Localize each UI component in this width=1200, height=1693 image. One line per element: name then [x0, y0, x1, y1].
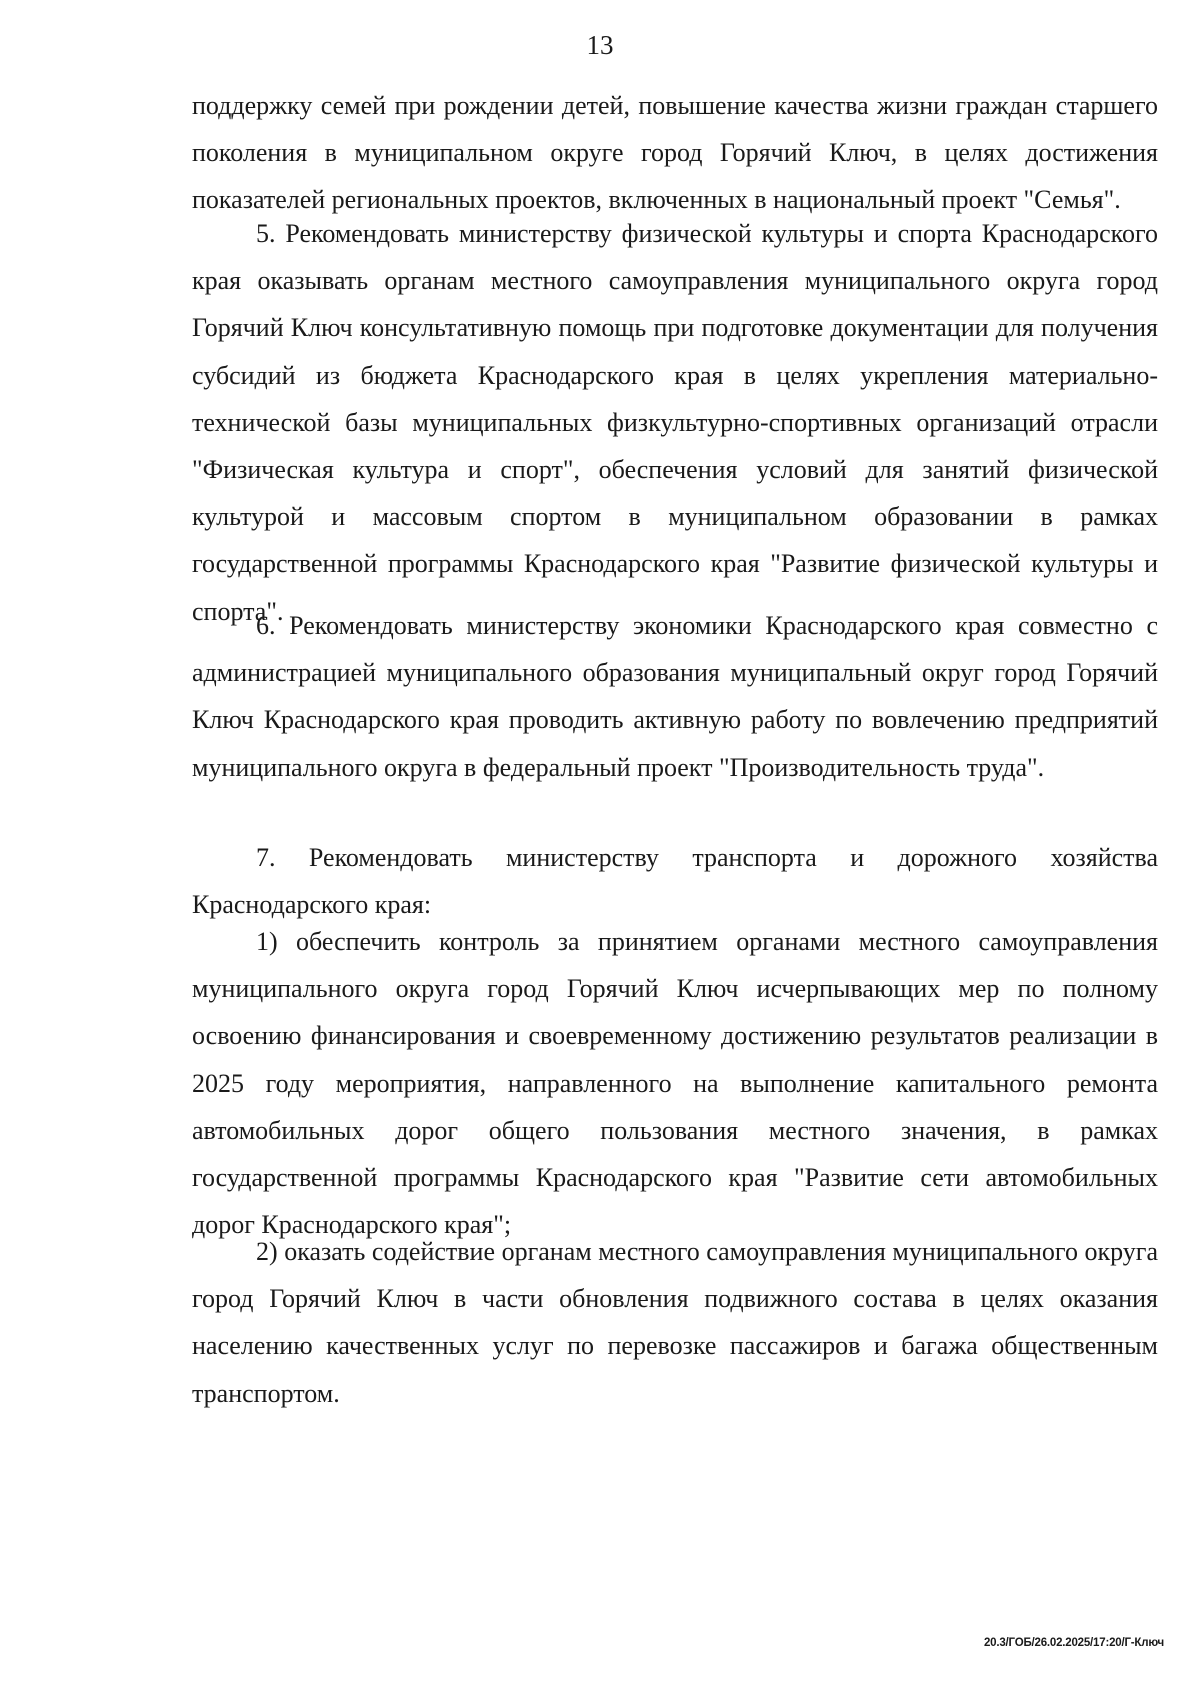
paragraph-item-7: 7. Рекомендовать министерству транспорта и дорожного хозяйства Краснодарского края:: [192, 843, 1158, 920]
paragraph-continuation: поддержку семей при рождении детей, повышение качества жизни граждан старшего поколения в муниципальном округе город Горячий Ключ, в целях достижения показателей региональных проектов, включенных в национальный проект "Семья".: [192, 91, 1158, 215]
document-footer-code: 20.3/ГОБ/26.02.2025/17:20/Г-Ключ: [983, 1637, 1164, 1649]
paragraph-item-6: 6. Рекомендовать министерству экономики Краснодарского края совместно с администрацией муниципального образования муниципальный округ город Горячий Ключ Краснодарского края проводить активную работу по вовлечению предприятий муниципального округа в федеральный проект "Производительность труда".: [192, 611, 1158, 782]
page-number: 13: [586, 30, 614, 60]
paragraph-item-5: 5. Рекомендовать министерству физической культуры и спорта Краснодарского края оказывать органам местного самоуправления муниципального округа город Горячий Ключ консультативную помощь при подготовке документации для получения субсидий из бюджета Краснодарского края в целях укрепления материально-технической базы муниципальных физкультурно-спортивных организаций отрасли "Физическая культура и спорт", обеспечения условий для занятий физической культурой и массовым спортом в муниципальном образовании в рамках государственной программы Краснодарского края "Развитие физической культуры и спорта".: [192, 219, 1158, 626]
paragraph-item-7-2: 2) оказать содействие органам местного самоуправления муниципального округа город Горячий Ключ в части обновления подвижного состава в целях оказания населению качественных услуг по перевозке пассажиров и багажа общественным транспортом.: [192, 1237, 1158, 1408]
paragraph-item-7-1: 1) обеспечить контроль за принятием органами местного самоуправления муниципального округа город Горячий Ключ исчерпывающих мер по полному освоению финансирования и своевременному достижению результатов реализации в 2025 году мероприятия, направленного на выполнение капитального ремонта автомобильных дорог общего пользования местного значения, в рамках государственной программы Краснодарского края "Развитие сети автомобильных дорог Краснодарского края";: [192, 927, 1158, 1240]
